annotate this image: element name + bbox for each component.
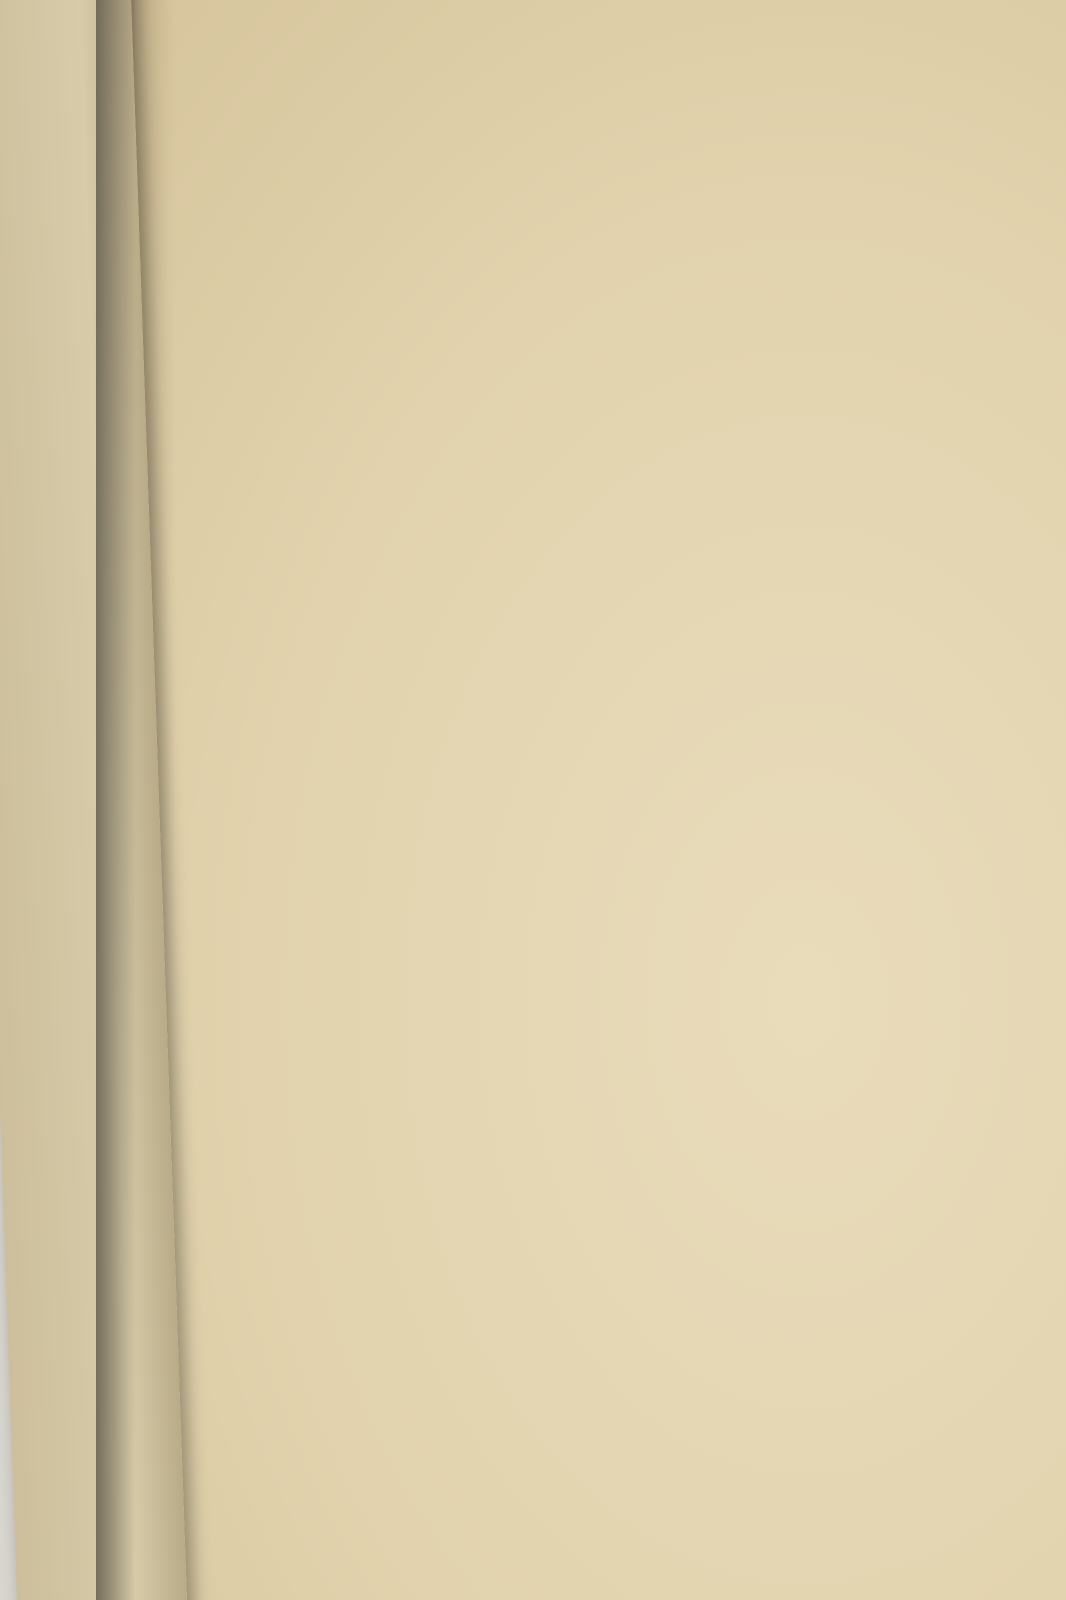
right-page-text — [170, 43, 1018, 1580]
book-gutter — [96, 0, 136, 1600]
